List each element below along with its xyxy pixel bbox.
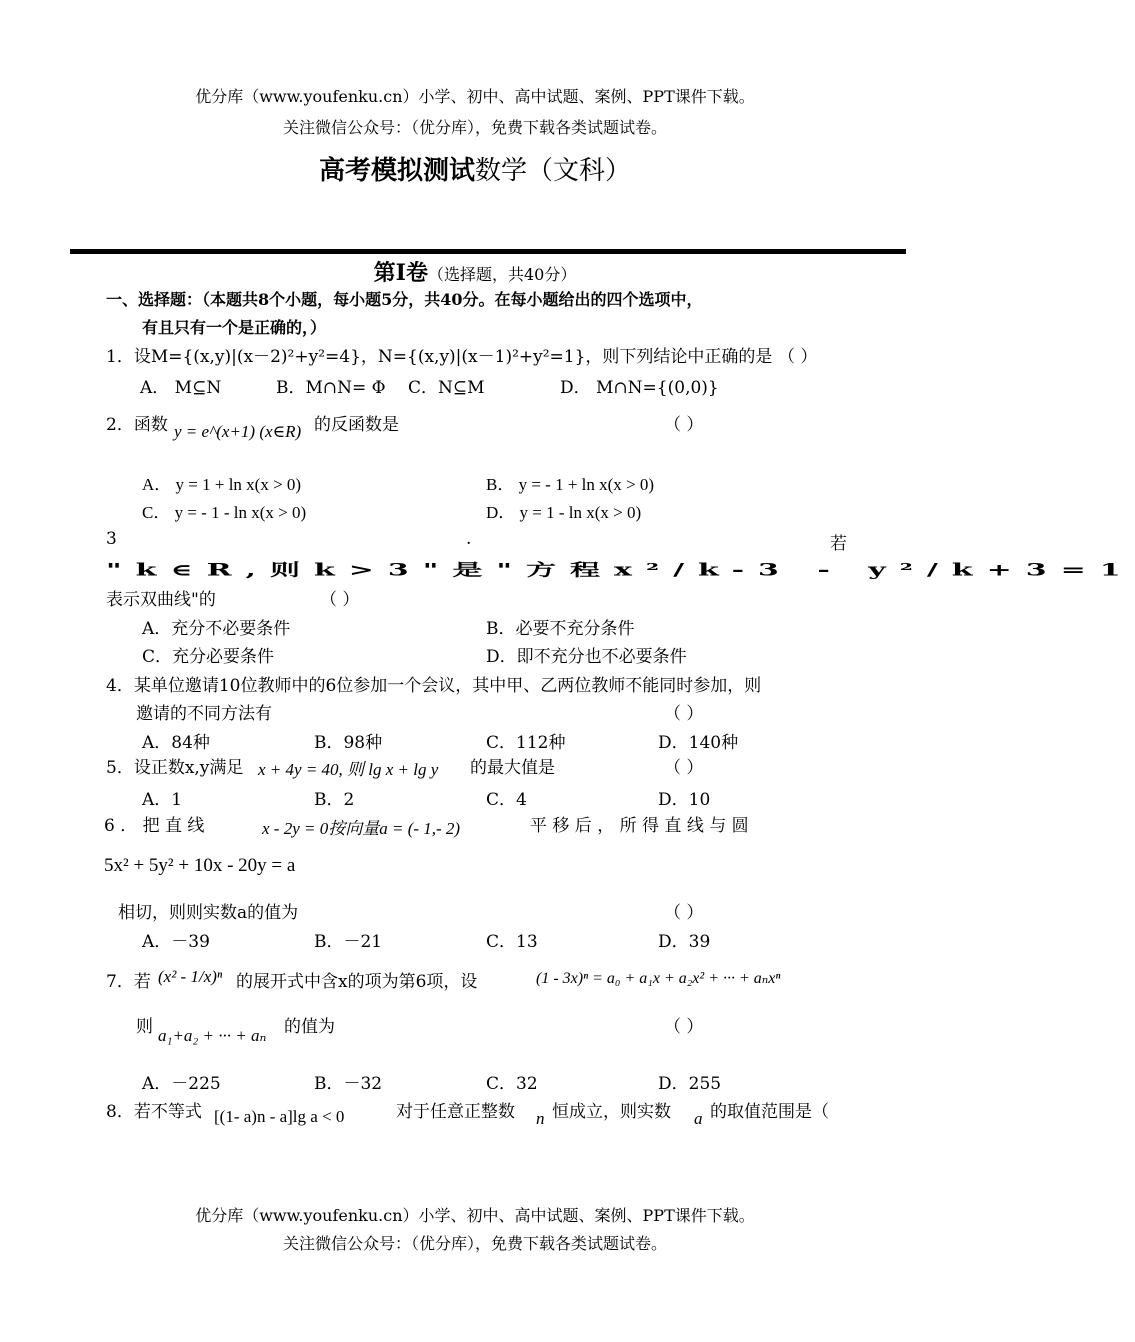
page-title: [0, 150, 950, 187]
q7-sum-expr: a₁+a₂ + ··· + aₙ: [158, 1026, 267, 1045]
q2-option-d: D． y = 1 - ln x(x > 0): [486, 503, 642, 522]
q7-middle: 的展开式中含x的项为第6项，设: [236, 972, 478, 992]
q7-option-c: C．32: [486, 1074, 538, 1094]
q4-option-d: D．140种: [658, 733, 739, 753]
q5-option-d: D．10: [658, 790, 711, 810]
divider-rule: [70, 249, 906, 254]
q3-line-2: 表示双曲线"的: [106, 590, 216, 610]
q2-answer-paren: （ ）: [664, 415, 704, 435]
q3-ruo: 若: [830, 534, 847, 554]
q6-vector-expr: x - 2y = 0按向量a = (- 1,- 2): [262, 819, 461, 838]
q7-answer-paren: （ ）: [664, 1017, 704, 1037]
q3-answer-paren: （ ）: [320, 590, 360, 610]
q6-tail: 平 移 后 ， 所 得 直 线 与 圆: [530, 816, 749, 836]
q1-answer-paren: （ ）: [778, 347, 818, 367]
q4-option-a: A．84种: [142, 733, 210, 753]
q7-tail: 的值为: [284, 1017, 335, 1037]
q7-expansion-expr: (1 - 3x)ⁿ = a₀ + a₁x + a₂x² + ··· + aₙxⁿ: [536, 970, 781, 987]
q3-option-d: D．即不充分也不必要条件: [486, 647, 687, 667]
q3-option-a: A．充分不必要条件: [142, 619, 291, 639]
q5-expr: x + 4y = 40, 则 lg x + lg y: [258, 760, 439, 779]
q3-garbled-row: [100, 556, 1135, 580]
q7-binomial-expr: (x² - 1/x)ⁿ: [158, 967, 223, 986]
q1-option-d: D． M∩N={(0,0)}: [560, 378, 719, 398]
q2-option-c: C． y = - 1 - ln x(x > 0): [142, 503, 307, 522]
volume-heading: [0, 256, 950, 287]
q6-answer-paren: （ ）: [664, 903, 704, 923]
q2-function-expr: y = e^(x+1) (x∈R): [174, 422, 302, 441]
q4-answer-paren: （ ）: [664, 704, 704, 724]
q6-number: 6 ． 把 直 线: [104, 816, 205, 836]
q3-option-b: B．必要不充分条件: [486, 619, 635, 639]
q2-option-b: B． y = - 1 + ln x(x > 0): [486, 475, 655, 494]
footer-line-1: 优分库（www.youfenku.cn）小学、初中、高中试题、案例、PPT课件下载。: [195, 1206, 755, 1225]
q6-option-a: A．－39: [142, 932, 210, 952]
q3-option-c: C．充分必要条件: [142, 647, 275, 667]
q5-number: 5．设正数x,y满足: [106, 758, 244, 778]
q8-middle: 对于任意正整数: [396, 1102, 515, 1122]
q8-number: 8．若不等式: [106, 1102, 202, 1122]
q4-option-c: C．112种: [486, 733, 566, 753]
q3-number: 3: [106, 529, 117, 549]
title-rest: 数学（文科）: [475, 156, 632, 186]
q6-line-3: 相切，则则实数a的值为: [118, 903, 299, 923]
q8-tail: 的取值范围是（: [710, 1102, 829, 1122]
q1-option-b: B．M∩N= Φ: [276, 378, 386, 398]
q6-option-d: D．39: [658, 932, 711, 952]
q1-option-a: A． M⊆N: [140, 378, 222, 398]
volume-label: 第Ⅰ卷: [373, 260, 428, 286]
q7-option-a: A．－225: [142, 1074, 221, 1094]
title-bold: 高考模拟测试: [318, 156, 475, 186]
section-heading-line-1: 一、选择题：（本题共8个小题，每小题5分，共40分。在每小题给出的四个选项中，: [106, 290, 703, 309]
q2-option-a: A． y = 1 + ln x(x > 0): [142, 475, 302, 494]
volume-note: （选择题，共40分）: [427, 265, 577, 284]
q8-a: a: [694, 1109, 703, 1128]
q3-dot: .: [466, 529, 472, 549]
q6-option-c: C．13: [486, 932, 538, 952]
q6-option-b: B．－21: [314, 932, 383, 952]
q1-stem: 1．设M={(x,y)|(x－2)²+y²=4}，N={(x,y)|(x－1)²+y²=1}，则下列结论中正确的是: [106, 347, 773, 367]
q8-inequality-expr: [(1- a)n - a]lg a < 0: [214, 1107, 345, 1126]
q7-number: 7．若: [106, 972, 151, 992]
q2-tail: 的反函数是: [314, 415, 399, 435]
q3-garbled-text: "k∈R,则k>3"是"方程x²/k-3 - y²/k+3=1: [106, 560, 1135, 580]
q5-option-b: B．2: [314, 790, 355, 810]
header-line-1: 优分库（www.youfenku.cn）小学、初中、高中试题、案例、PPT课件下载。: [195, 87, 755, 106]
q7-option-d: D．255: [658, 1074, 722, 1094]
q4-line-1: 4．某单位邀请10位教师中的6位参加一个会议，其中甲、乙两位教师不能同时参加，则: [106, 676, 762, 696]
q4-line-2: 邀请的不同方法有: [136, 704, 272, 724]
q5-option-c: C．4: [486, 790, 527, 810]
q2-number: 2．函数: [106, 415, 168, 435]
q8-middle-2: 恒成立，则实数: [552, 1102, 671, 1122]
q5-answer-paren: （ ）: [664, 758, 704, 778]
footer-line-2: 关注微信公众号：（优分库），免费下载各类试题试卷。: [282, 1234, 667, 1253]
q7-option-b: B．－32: [314, 1074, 383, 1094]
q5-option-a: A．1: [142, 790, 183, 810]
q8-n: n: [536, 1109, 545, 1128]
q7-ze: 则: [136, 1017, 153, 1037]
q1-option-c: C．N⊆M: [408, 378, 485, 398]
section-heading-line-2: 有且只有一个是正确的，）: [142, 318, 327, 337]
q4-option-b: B．98种: [314, 733, 383, 753]
q5-tail: 的最大值是: [470, 758, 555, 778]
q6-circle-expr: 5x² + 5y² + 10x - 20y = a: [104, 855, 296, 876]
header-line-2: 关注微信公众号：（优分库），免费下载各类试题试卷。: [282, 118, 667, 137]
